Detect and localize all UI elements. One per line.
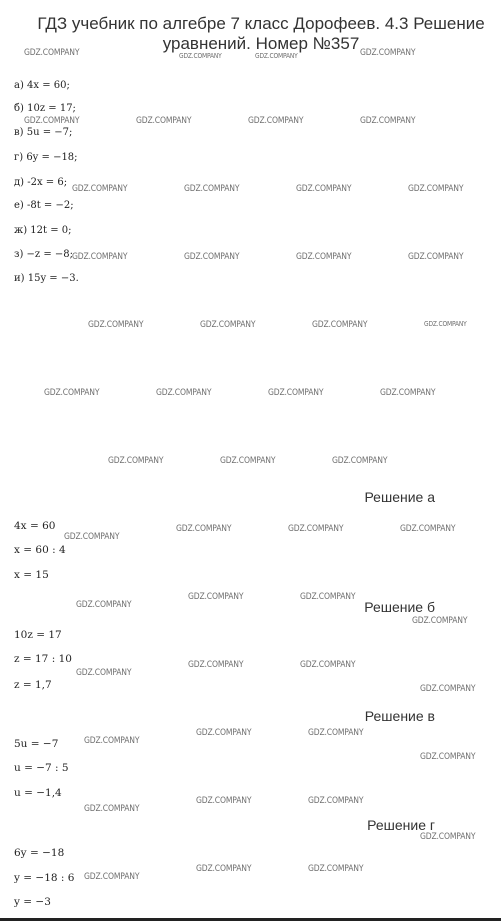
solution-d-heading: Решение г: [367, 817, 435, 833]
watermark: GDZ.COMPANY: [184, 252, 240, 262]
watermark: GDZ.COMPANY: [24, 48, 80, 58]
watermark: GDZ.COMPANY: [296, 184, 352, 194]
watermark: GDZ.COMPANY: [300, 660, 356, 670]
watermark: GDZ.COMPANY: [312, 320, 368, 330]
problem-g: ж) 12t = 0;: [14, 225, 72, 236]
watermark: GDZ.COMPANY: [156, 388, 212, 398]
problem-h: з) −z = −8;: [14, 249, 74, 260]
watermark: GDZ.COMPANY: [176, 524, 232, 534]
watermark: GDZ.COMPANY: [424, 320, 467, 328]
watermark: GDZ.COMPANY: [188, 660, 244, 670]
watermark: GDZ.COMPANY: [188, 592, 244, 602]
watermark: GDZ.COMPANY: [380, 388, 436, 398]
solution-d-step: y = −18 : 6: [14, 872, 75, 884]
problem-a: а) 4x = 60;: [14, 80, 70, 91]
watermark: GDZ.COMPANY: [296, 252, 352, 262]
watermark: GDZ.COMPANY: [308, 864, 364, 874]
watermark: GDZ.COMPANY: [360, 116, 416, 126]
watermark: GDZ.COMPANY: [44, 388, 100, 398]
solution-b-step: z = 17 : 10: [14, 653, 72, 665]
watermark: GDZ.COMPANY: [332, 456, 388, 466]
solution-d-step: 6y = −18: [14, 847, 65, 859]
solution-a-step: x = 60 : 4: [14, 544, 66, 556]
solution-c-step: u = −1,4: [14, 787, 62, 799]
watermark: GDZ.COMPANY: [308, 796, 364, 806]
problem-f: е) -8t = −2;: [14, 200, 74, 211]
solution-d-step: y = −3: [14, 896, 51, 908]
watermark: GDZ.COMPANY: [72, 184, 128, 194]
solution-a-step: 4x = 60: [14, 520, 56, 532]
watermark: GDZ.COMPANY: [288, 524, 344, 534]
problem-c: в) 5u = −7;: [14, 127, 73, 138]
solution-b-heading: Решение б: [364, 599, 435, 615]
watermark: GDZ.COMPANY: [255, 52, 298, 60]
watermark: GDZ.COMPANY: [76, 600, 132, 610]
solution-b-step: z = 1,7: [14, 679, 52, 691]
watermark: GDZ.COMPANY: [64, 532, 120, 542]
problem-d: г) 6y = −18;: [14, 152, 78, 163]
watermark: GDZ.COMPANY: [88, 320, 144, 330]
solution-a-heading: Решение а: [364, 489, 435, 505]
watermark: GDZ.COMPANY: [84, 736, 140, 746]
solution-c-heading: Решение в: [364, 708, 435, 724]
problem-e: д) -2x = 6;: [14, 177, 68, 188]
watermark: GDZ.COMPANY: [196, 796, 252, 806]
watermark: GDZ.COMPANY: [408, 252, 464, 262]
page-title: ГДЗ учебник по алгебре 7 класс Дорофеев. 4.3 Решение уравнений. Номер №357: [37, 14, 485, 53]
solution-c-step: 5u = −7: [14, 738, 59, 750]
watermark: GDZ.COMPANY: [400, 524, 456, 534]
watermark: GDZ.COMPANY: [72, 252, 128, 262]
watermark: GDZ.COMPANY: [200, 320, 256, 330]
watermark: GDZ.COMPANY: [420, 684, 476, 694]
watermark: GDZ.COMPANY: [84, 872, 140, 882]
solution-a-step: x = 15: [14, 569, 49, 581]
watermark: GDZ.COMPANY: [108, 456, 164, 466]
solution-b-step: 10z = 17: [14, 629, 62, 641]
watermark: GDZ.COMPANY: [84, 804, 140, 814]
watermark: GDZ.COMPANY: [360, 48, 416, 58]
watermark: GDZ.COMPANY: [24, 116, 80, 126]
solution-c-step: u = −7 : 5: [14, 762, 69, 774]
watermark: GDZ.COMPANY: [248, 116, 304, 126]
watermark: GDZ.COMPANY: [136, 116, 192, 126]
watermark: GDZ.COMPANY: [184, 184, 240, 194]
watermark: GDZ.COMPANY: [196, 864, 252, 874]
watermark: GDZ.COMPANY: [308, 728, 364, 738]
watermark: GDZ.COMPANY: [420, 832, 476, 842]
watermark: GDZ.COMPANY: [408, 184, 464, 194]
watermark: GDZ.COMPANY: [179, 52, 222, 60]
watermark: GDZ.COMPANY: [220, 456, 276, 466]
watermark: GDZ.COMPANY: [268, 388, 324, 398]
watermark: GDZ.COMPANY: [196, 728, 252, 738]
watermark: GDZ.COMPANY: [76, 668, 132, 678]
watermark: GDZ.COMPANY: [412, 616, 468, 626]
watermark: GDZ.COMPANY: [300, 592, 356, 602]
watermark: GDZ.COMPANY: [420, 752, 476, 762]
problem-i: и) 15y = −3.: [14, 273, 79, 284]
problem-b: б) 10z = 17;: [14, 103, 76, 114]
